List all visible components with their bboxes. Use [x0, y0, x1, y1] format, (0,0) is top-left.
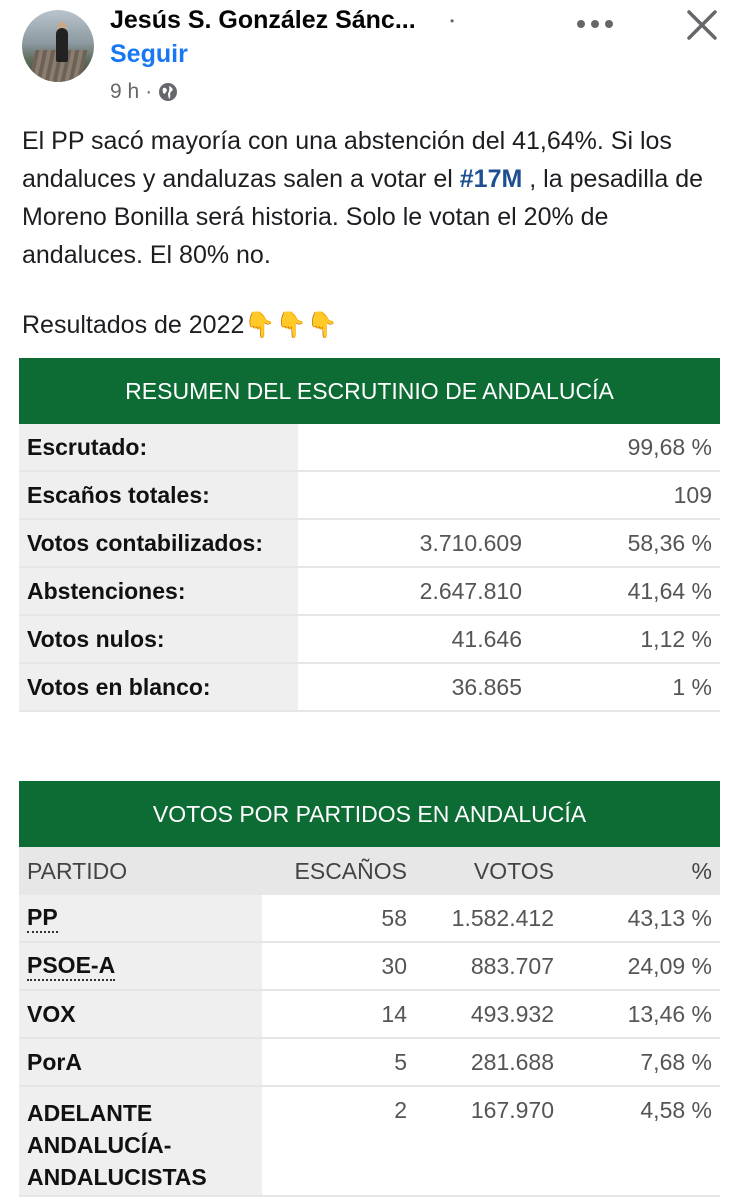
- summary-value: 2.647.810: [419, 577, 522, 604]
- parties-table: [19, 781, 720, 1197]
- summary-value: 36.865: [451, 673, 522, 700]
- post-text: [22, 122, 722, 274]
- party-votes: 281.688: [470, 1048, 554, 1075]
- party-pct: 43,13 %: [627, 904, 712, 931]
- party-votes: 167.970: [470, 1097, 554, 1123]
- table-row: [19, 1087, 720, 1197]
- party-name[interactable]: PP: [19, 895, 262, 941]
- table-row: [19, 616, 720, 664]
- name-dot: •: [450, 14, 455, 28]
- summary-percent: 1 %: [672, 673, 712, 700]
- summary-percent: 41,64 %: [627, 577, 712, 604]
- table-row: [19, 1039, 720, 1087]
- party-pct: 4,58 %: [640, 1097, 712, 1123]
- party-votes: 1.582.412: [451, 904, 554, 931]
- party-name-line: ANDALUCÍA-: [27, 1132, 172, 1158]
- globe-icon: [158, 82, 178, 102]
- summary-percent: 99,68 %: [627, 433, 712, 460]
- summary-label: Escrutado:: [19, 424, 298, 470]
- more-options-icon[interactable]: [577, 14, 613, 34]
- summary-percent: 109: [673, 481, 712, 508]
- party-name: [19, 1087, 262, 1195]
- summary-value: 3.710.609: [419, 529, 522, 556]
- party-pct: 13,46 %: [627, 1000, 712, 1027]
- post-meta: [110, 80, 178, 104]
- summary-label: Votos nulos:: [19, 616, 298, 662]
- party-seats: 30: [381, 952, 407, 979]
- parties-table-header: [19, 847, 720, 895]
- table-row: [19, 568, 720, 616]
- header-pct: %: [691, 857, 712, 884]
- author-name[interactable]: Jesús S. González Sánc...: [110, 6, 416, 34]
- table-row: [19, 991, 720, 1039]
- party-name-line: ANDALUCISTAS: [27, 1164, 207, 1190]
- follow-button[interactable]: Seguir: [110, 40, 188, 68]
- header-seats: ESCAÑOS: [294, 857, 407, 884]
- summary-percent: 1,12 %: [640, 625, 712, 652]
- summary-label: Votos en blanco:: [19, 664, 298, 710]
- party-name[interactable]: PSOE-A: [19, 943, 262, 989]
- summary-percent: 58,36 %: [627, 529, 712, 556]
- summary-label: Escaños totales:: [19, 472, 298, 518]
- post-text-part1: El PP sacó mayoría con una abstención del 41,64%. Si los andaluces y andaluzas salen a votar el: [22, 127, 672, 193]
- party-pct: 24,09 %: [627, 952, 712, 979]
- parties-table-title: VOTOS POR PARTIDOS EN ANDALUCÍA: [19, 781, 720, 847]
- results-caption: Resultados de 2022👇👇👇: [22, 311, 338, 339]
- summary-table: [19, 358, 720, 712]
- avatar[interactable]: [22, 10, 94, 82]
- summary-label: Votos contabilizados:: [19, 520, 298, 566]
- post-text-part2: , la pesadilla de Moreno Bonilla será historia. Solo le votan el 20% de andaluces. El 80% no.: [22, 165, 704, 269]
- party-name: VOX: [19, 991, 262, 1037]
- party-seats: 58: [381, 904, 407, 931]
- party-seats: 2: [394, 1097, 407, 1123]
- party-name-line: ADELANTE: [27, 1100, 153, 1126]
- party-name: PorA: [19, 1039, 262, 1085]
- header-party: PARTIDO: [27, 857, 128, 884]
- header-votes: VOTOS: [473, 857, 554, 884]
- post-header: [0, 0, 739, 110]
- summary-value: 41.646: [451, 625, 522, 652]
- party-pct: 7,68 %: [640, 1048, 712, 1075]
- party-seats: 5: [394, 1048, 407, 1075]
- post-time[interactable]: 9 h: [110, 80, 140, 103]
- party-votes: 493.932: [470, 1000, 554, 1027]
- party-seats: 14: [381, 1000, 407, 1027]
- table-row: [19, 664, 720, 712]
- table-row: [19, 895, 720, 943]
- party-votes: 883.707: [470, 952, 554, 979]
- hashtag-link[interactable]: #17M: [459, 165, 523, 193]
- table-row: [19, 943, 720, 991]
- meta-separator: ·: [145, 80, 153, 103]
- table-row: [19, 472, 720, 520]
- table-row: [19, 520, 720, 568]
- summary-table-title: RESUMEN DEL ESCRUTINIO DE ANDALUCÍA: [19, 358, 720, 424]
- summary-label: Abstenciones:: [19, 568, 298, 614]
- close-icon[interactable]: [683, 6, 721, 44]
- table-row: [19, 424, 720, 472]
